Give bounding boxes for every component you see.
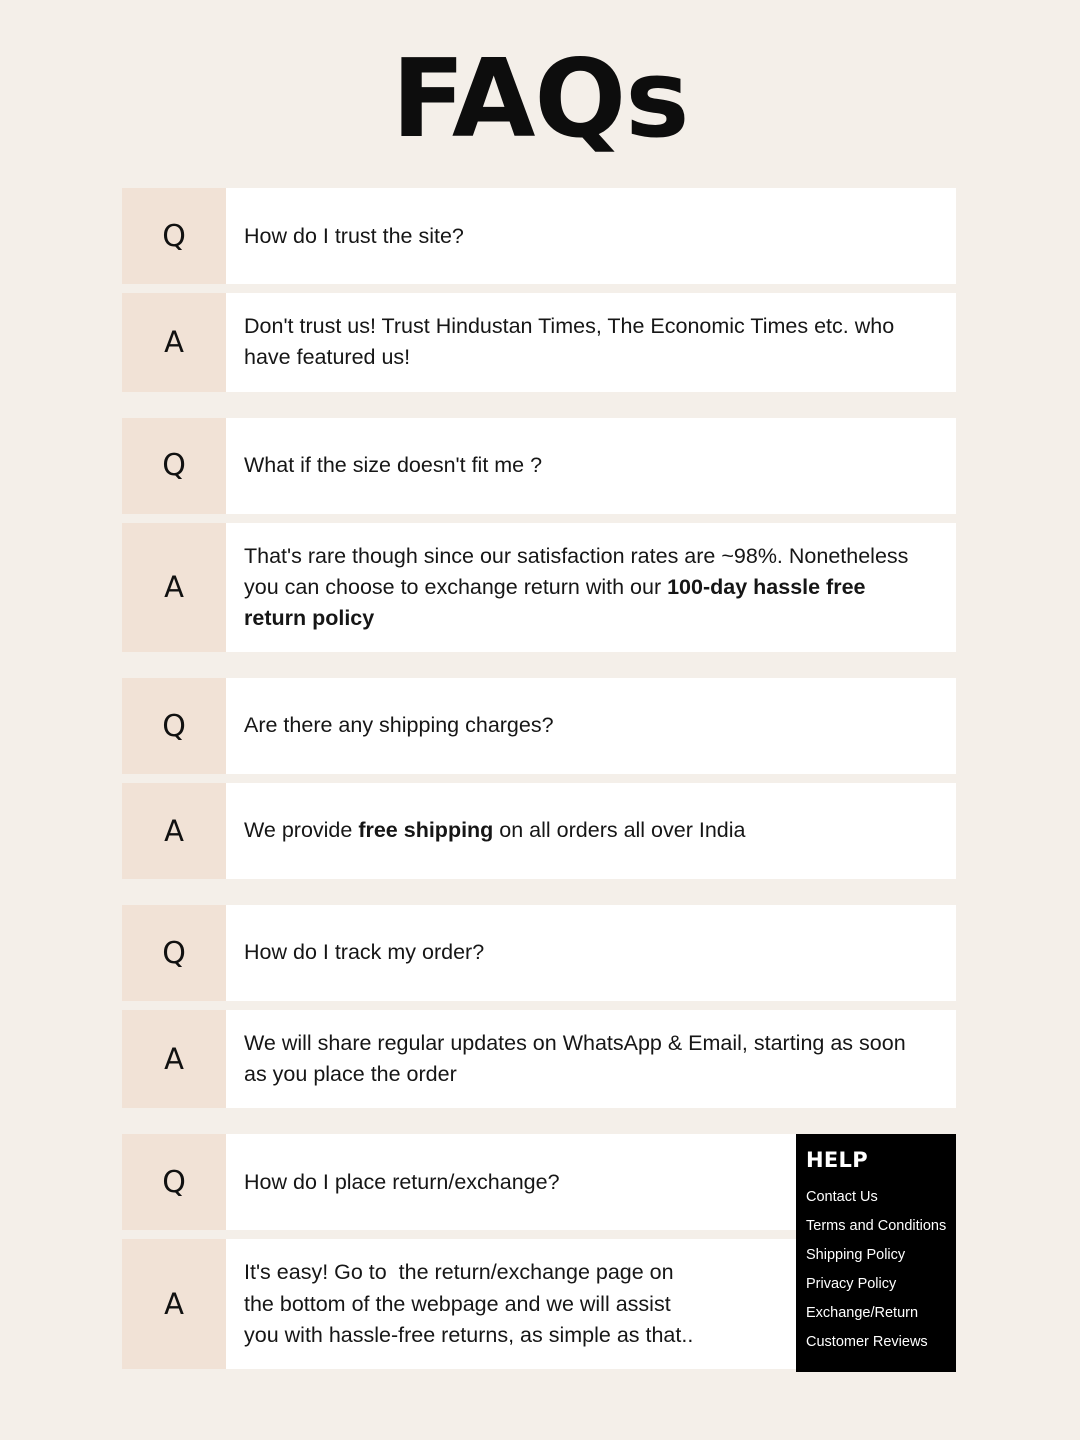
question-content: [226, 678, 956, 774]
answer-marker: A: [122, 783, 226, 879]
answer-content: [226, 1010, 956, 1108]
help-link[interactable]: Privacy Policy: [806, 1275, 897, 1292]
help-link[interactable]: Shipping Policy: [806, 1246, 906, 1263]
faq-question-row[interactable]: [122, 418, 956, 514]
question-marker: Q: [122, 905, 226, 1001]
answer-text: Don't trust us! Trust Hindustan Times, The Economic Times etc. who have featured us!: [244, 314, 895, 370]
help-menu-links: [796, 1182, 956, 1356]
answer-marker: A: [122, 1010, 226, 1108]
faq-group: [122, 418, 958, 653]
faq-question-row[interactable]: [122, 188, 956, 284]
answer-text: That's rare though since our satisfaction rates are ~98%. Nonetheless you can choose to exchange return with our 100-day hassle free return policy: [244, 543, 909, 630]
help-link[interactable]: Terms and Conditions: [806, 1217, 947, 1234]
faq-group: [122, 905, 958, 1108]
question-content: [226, 418, 956, 514]
help-menu: [796, 1134, 956, 1372]
question-marker: Q: [122, 1134, 226, 1230]
question-marker: Q: [122, 418, 226, 514]
question-text: How do I trust the site?: [244, 223, 464, 248]
faq-question-row[interactable]: [122, 905, 956, 1001]
faq-answer-row: [122, 783, 956, 879]
answer-text: We provide free shipping on all orders all over India: [244, 818, 746, 843]
faq-answer-row: [122, 1010, 956, 1108]
answer-marker: A: [122, 1239, 226, 1369]
question-text: How do I track my order?: [244, 940, 485, 965]
help-link[interactable]: Contact Us: [806, 1188, 878, 1205]
faq-answer-row: [122, 523, 956, 653]
help-link[interactable]: Exchange/Return: [806, 1304, 919, 1321]
question-marker: Q: [122, 188, 226, 284]
answer-content: [226, 783, 956, 879]
faq-answer-row: [122, 293, 956, 391]
faq-group: [122, 678, 958, 879]
answer-content: [226, 293, 956, 391]
help-menu-title: HELP: [806, 1148, 868, 1172]
question-text: Are there any shipping charges?: [244, 713, 554, 738]
answer-text: We will share regular updates on WhatsApp & Email, starting as soon as you place the order: [244, 1031, 906, 1087]
question-content: [226, 188, 956, 284]
question-marker: Q: [122, 678, 226, 774]
faq-group: [122, 188, 958, 391]
help-link[interactable]: Customer Reviews: [806, 1333, 928, 1350]
answer-text: It's easy! Go to the return/exchange page on the bottom of the webpage and we will assist you with hassle-free returns, as simple as that..: [244, 1260, 694, 1347]
page-title: FAQs: [391, 37, 689, 162]
answer-content: [226, 523, 956, 653]
question-content: [226, 905, 956, 1001]
question-text: What if the size doesn't fit me ?: [244, 452, 543, 477]
question-text: How do I place return/exchange?: [244, 1169, 560, 1194]
answer-marker: A: [122, 523, 226, 653]
answer-marker: A: [122, 293, 226, 391]
faq-question-row[interactable]: [122, 678, 956, 774]
